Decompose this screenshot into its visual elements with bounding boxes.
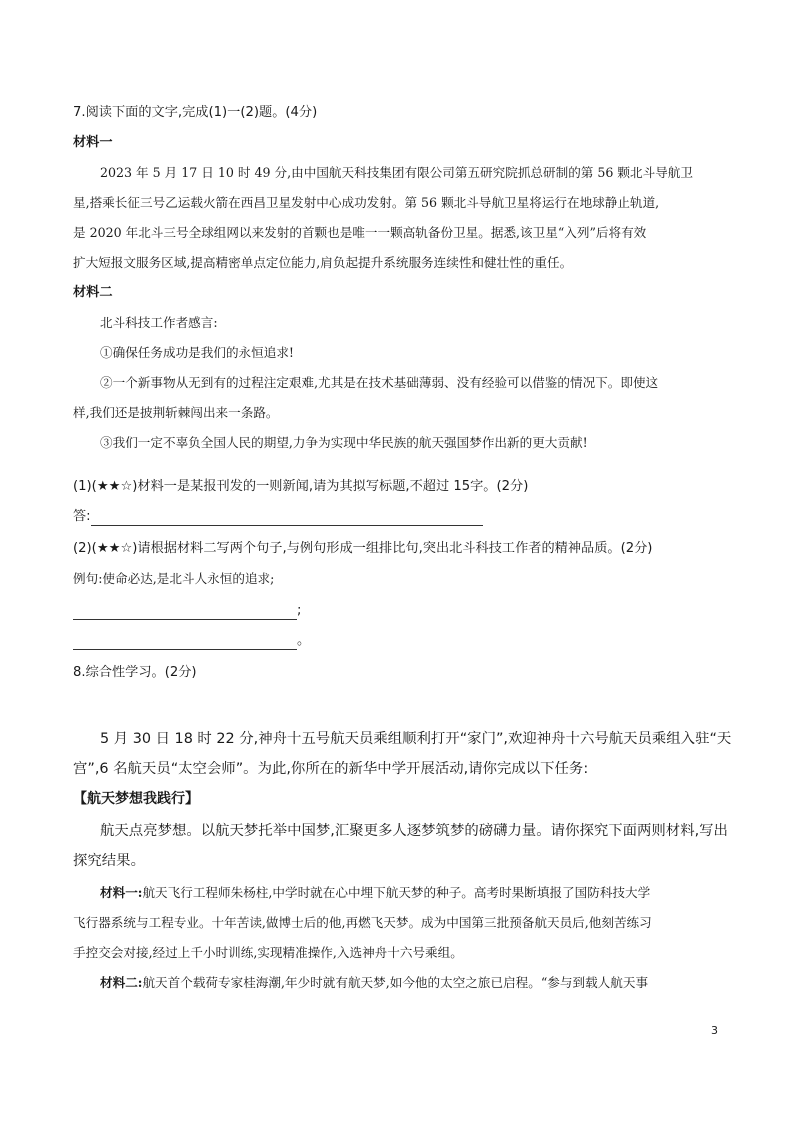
sentence-blank-1[interactable] (73, 605, 297, 620)
q8-material2-label: 材料二: (100, 975, 143, 990)
q7-heading: 7.阅读下面的文字,完成(1)一(2)题。(4分) (73, 105, 318, 120)
q8-material1-text: 航天飞行工程师朱杨柱,中学时就在心中埋下航天梦的种子。高考时果断填报了国防科技大学 (142, 885, 651, 900)
material2-line: ②一个新事物从无到有的过程注定艰难,尤其是在技术基础薄弱、没有经验可以借鉴的情况下。即使这 (100, 375, 659, 390)
example-sentence: 例句:使命必达,是北斗人永恒的追求; (73, 571, 275, 586)
q8-material1-line (100, 884, 650, 902)
material2-line: ③我们一定不辜负全国人民的期望,力争为实现中华民族的航天强国梦作出新的更大贡献! (100, 435, 588, 450)
material1-line: 2023 年 5 月 17 日 10 时 49 分,由中国航天科技集团有限公司第五研究院抓总研制的第 56 颗北斗导航卫 (100, 165, 693, 180)
material1-line: 是 2020 年北斗三号全球组网以来发射的首颗也是唯一一颗高轨备份卫星。据悉,该卫星“入列”后将有效 (73, 225, 647, 240)
q8-intro-line: 宫”,6 名航天员“太空会师”。为此,你所在的新华中学开展活动,请你完成以下任务: (73, 761, 589, 777)
material2-title: 材料二 (73, 285, 113, 300)
q8-material2-text: 航天首个载荷专家桂海潮,年少时就有航天梦,如今他的太空之旅已启程。“参与到载人航天事 (142, 975, 649, 990)
q8-material1-line: 飞行器系统与工程专业。十年苦读,做博士后的他,再燃飞天梦。成为中国第三批预备航天员后,他刻苦练习 (73, 915, 652, 930)
page-number: 3 (711, 1024, 718, 1037)
material1-line: 星,搭乘长征三号乙运载火箭在西昌卫星发射中心成功发射。第 56 颗北斗导航卫星将运行在地球静止轨道, (73, 195, 660, 210)
answer-label: 答: (73, 509, 91, 524)
material2-line: 北斗科技工作者感言: (100, 315, 218, 330)
material2-line: 样,我们还是披荆斩棘闯出来一条路。 (73, 405, 279, 420)
q8-material1-line: 手控交会对接,经过上千小时训练,实现精准操作,入选神舟十六号乘组。 (73, 945, 463, 960)
section-title: 【航天梦想我践行】 (73, 791, 199, 807)
sub-question-2: (2)(★★☆)请根据材料二写两个句子,与例句形成一组排比句,突出北斗科技工作者的精神品质。(2分) (73, 541, 653, 556)
q8-intro-line: 5 月 30 日 18 时 22 分,神舟十五号航天员乘组顺利打开“家门”,欢迎神舟十六号航天员乘组入驻“天 (100, 731, 732, 747)
blank-row-1 (73, 602, 301, 620)
blank-row-2 (73, 632, 310, 650)
q8-material2-line (100, 974, 648, 992)
task-line: 航天点亮梦想。以航天梦托举中国梦,汇聚更多人逐梦筑梦的磅礴力量。请你探究下面两则材料,写出 (100, 823, 728, 839)
q8-heading: 8.综合性学习。(2分) (73, 665, 197, 680)
answer-row (73, 508, 483, 526)
material1-line: 扩大短报文服务区域,提高精密单点定位能力,肩负起提升系统服务连续性和健壮性的重任。 (73, 255, 573, 270)
task-line: 探究结果。 (73, 853, 145, 869)
sub-question-1: (1)(★★☆)材料一是某报刊发的一则新闻,请为其拟写标题,不超过 15字。(2分) (73, 479, 529, 494)
blank-end-punct: ; (297, 603, 302, 618)
blank-end-punct: 。 (297, 633, 311, 648)
sentence-blank-2[interactable] (73, 635, 297, 650)
answer-blank[interactable] (91, 511, 483, 526)
material1-title: 材料一 (73, 135, 113, 150)
material2-line: ①确保任务成功是我们的永恒追求! (100, 345, 294, 360)
q8-material1-label: 材料一: (100, 885, 143, 900)
